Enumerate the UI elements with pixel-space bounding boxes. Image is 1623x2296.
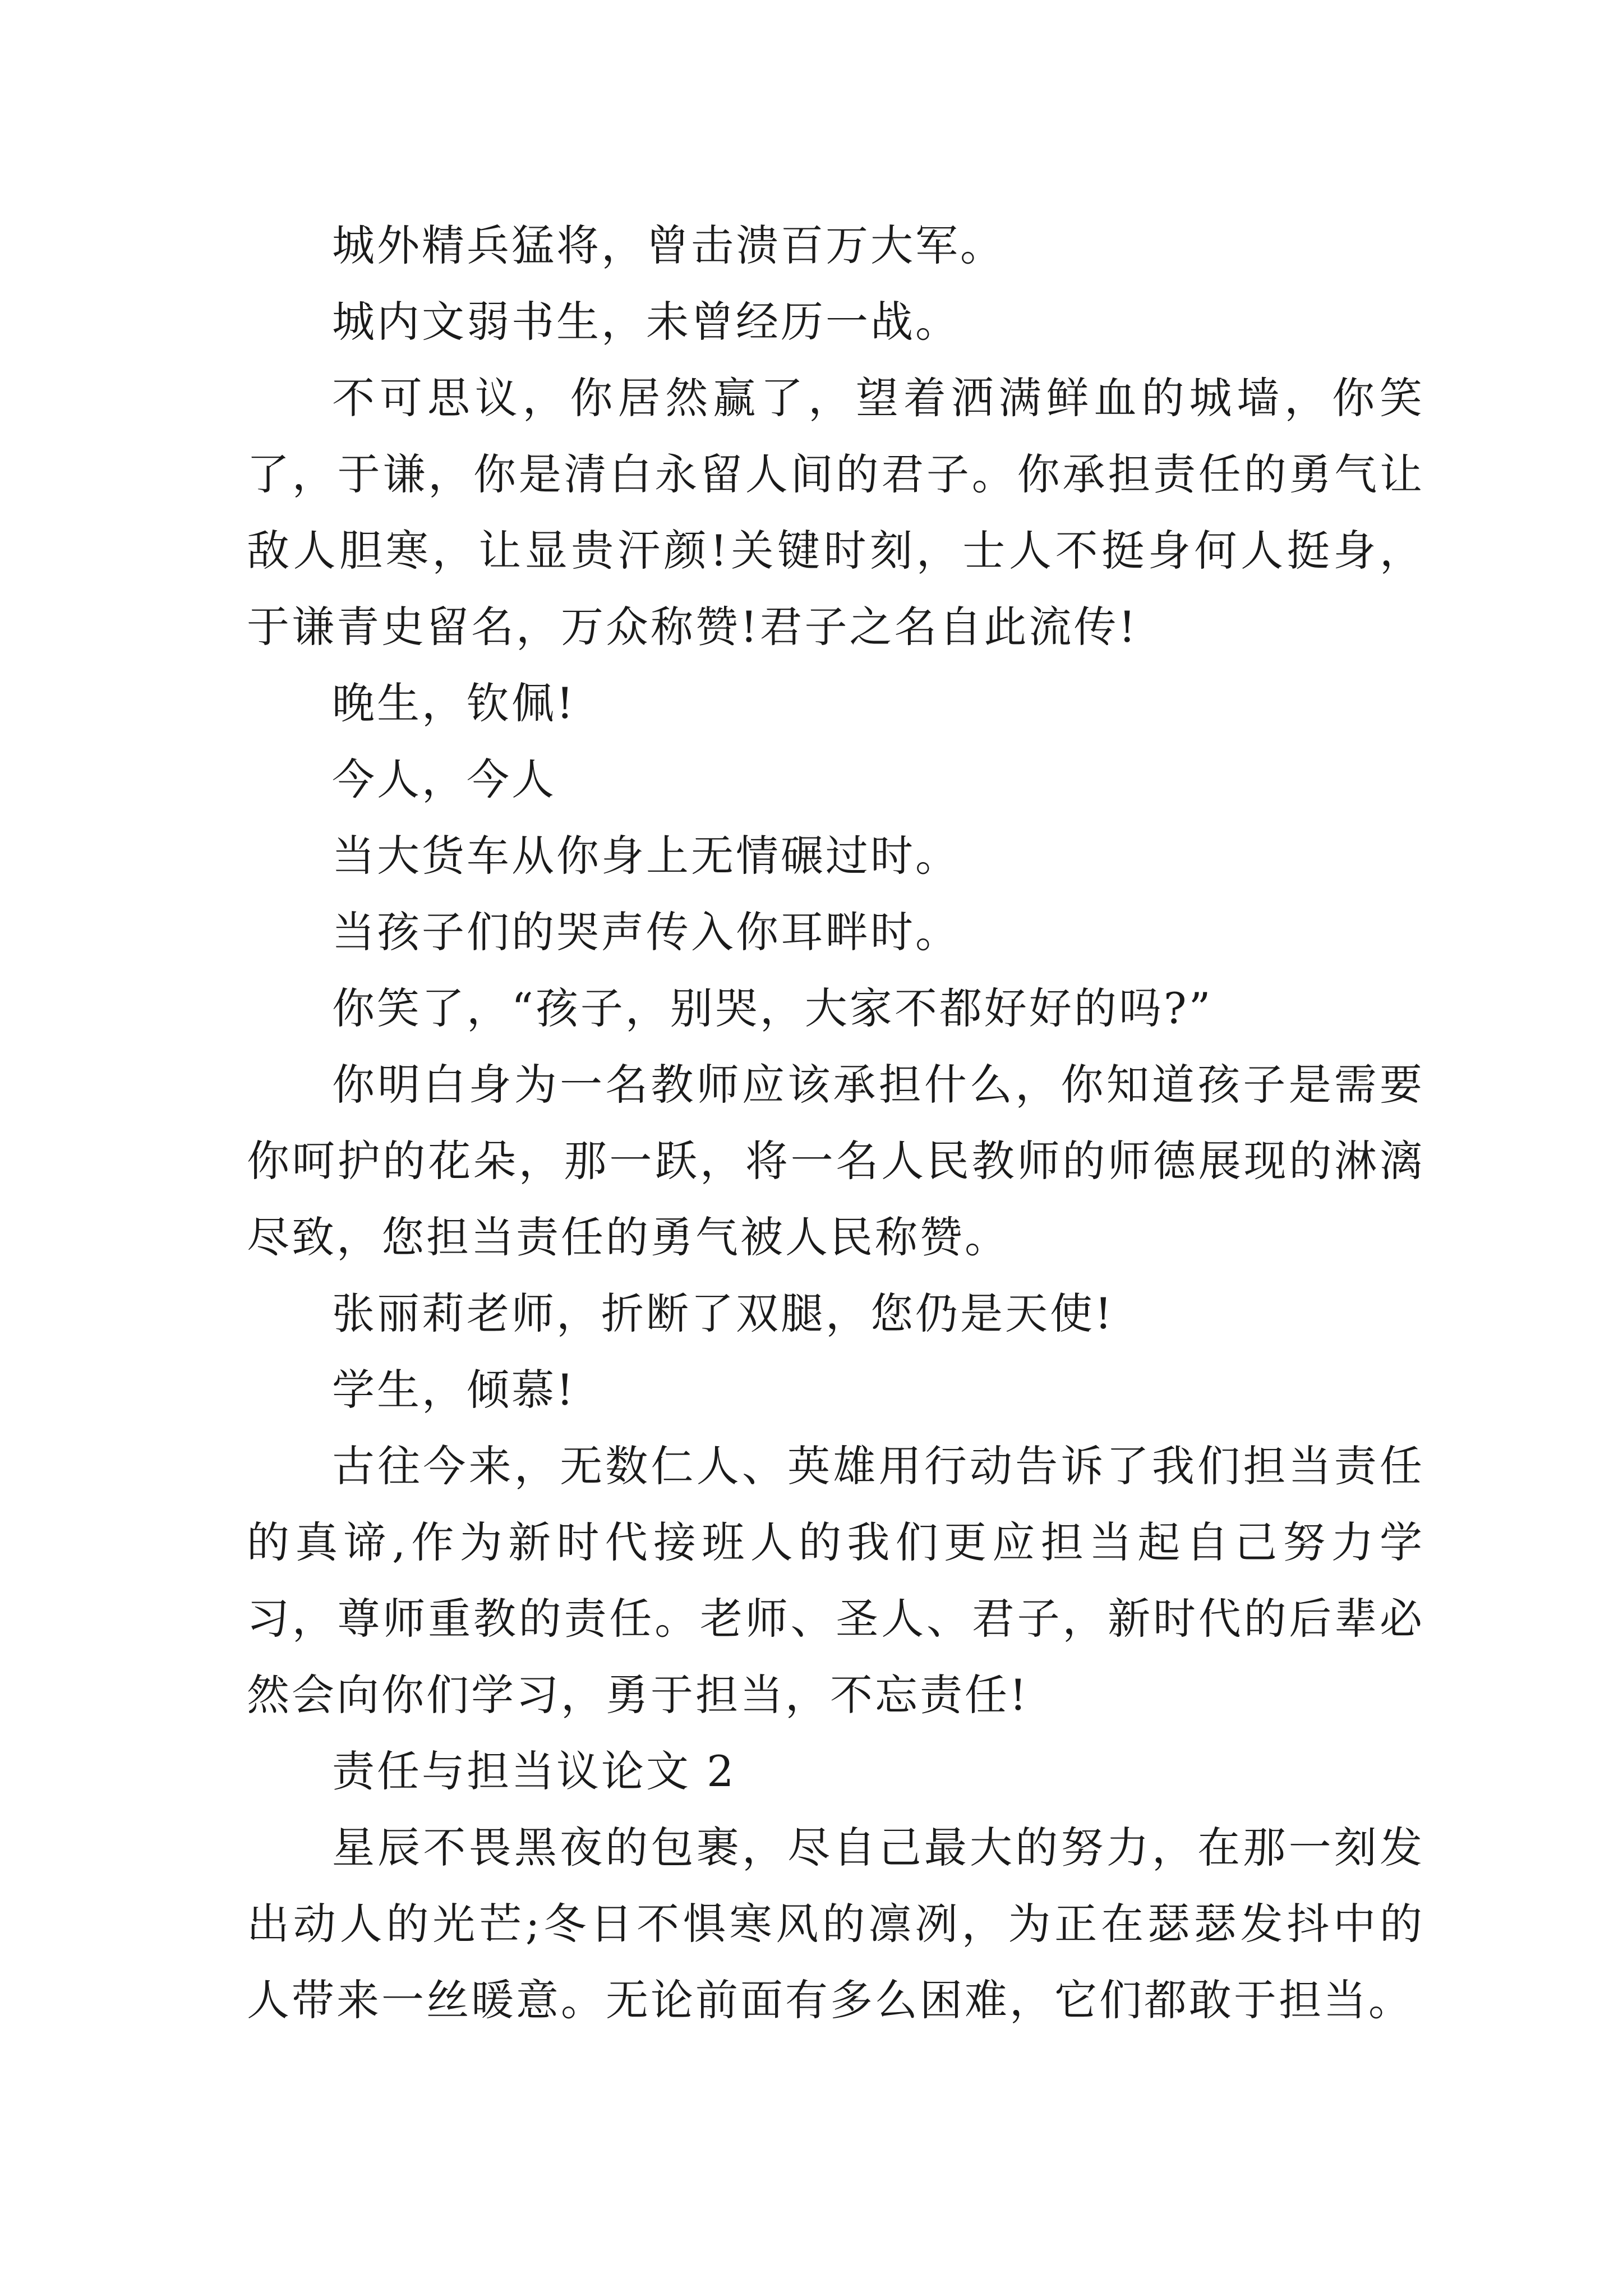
paragraph: 你明白身为一名教师应该承担什么，你知道孩子是需要你呵护的花朵，那一跃，将一名人民教师的师德展现的淋漓尽致，您担当责任的勇气被人民称赞。 <box>247 1060 1424 1262</box>
section-heading: 责任与担当议论文 2 <box>332 1746 736 1796</box>
paragraph: 当孩子们的哭声传入你耳畔时。 <box>332 907 960 957</box>
paragraph: 今人，今人 <box>332 754 556 804</box>
paragraph: 不可思议，你居然赢了，望着洒满鲜血的城墙，你笑了，于谦，你是清白永留人间的君子。你承担责任的勇气让敌人胆寒，让显贵汗颜!关键时刻，士人不挺身何人挺身，于谦青史留名，万众称赞!君子之名自此流传! <box>247 373 1424 652</box>
paragraph: 古往今来，无数仁人、英雄用行动告诉了我们担当责任的真谛,作为新时代接班人的我们更应担当起自己努力学习，尊师重教的责任。老师、圣人、君子，新时代的后辈必然会向你们学习，勇于担当，不忘责任! <box>247 1441 1424 1720</box>
paragraph: 城内文弱书生，未曾经历一战。 <box>332 297 960 347</box>
paragraph: 星辰不畏黑夜的包裹，尽自己最大的努力，在那一刻发出动人的光芒;冬日不惧寒风的凛冽，为正在瑟瑟发抖中的人带来一丝暖意。无论前面有多么困难，它们都敢于担当。 <box>247 1823 1424 2025</box>
paragraph: 学生，倾慕! <box>332 1365 576 1415</box>
document-body <box>247 208 1424 2039</box>
paragraph: 张丽莉老师，折断了双腿，您仍是天使! <box>332 1289 1114 1338</box>
paragraph: 当大货车从你身上无情碾过时。 <box>332 831 960 881</box>
paragraph: 晚生，钦佩! <box>332 678 576 728</box>
paragraph: 你笑了，“孩子，别哭，大家不都好好的吗?” <box>332 983 1213 1033</box>
paragraph: 城外精兵猛将，曾击溃百万大军。 <box>332 220 1005 270</box>
